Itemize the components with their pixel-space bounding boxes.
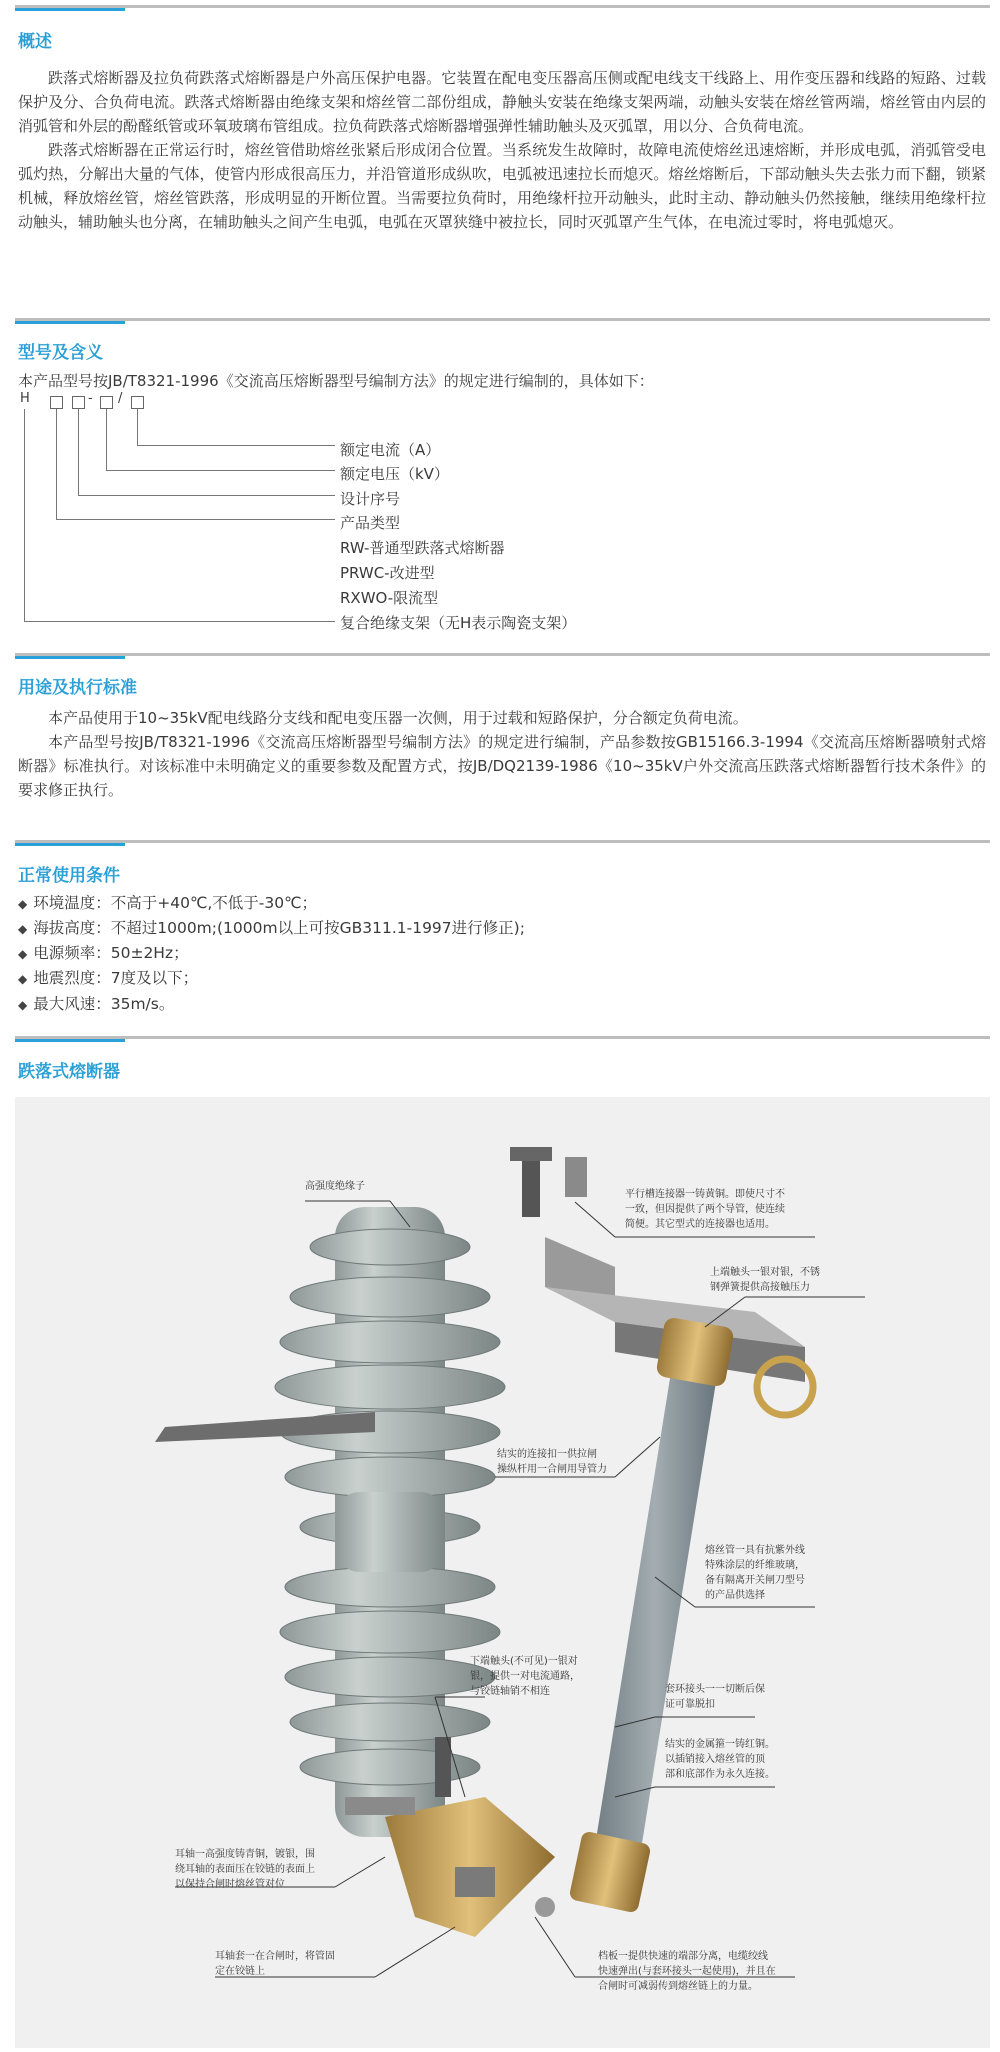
section-divider (15, 5, 990, 13)
fuse-tube (568, 1316, 813, 1913)
code-box-current (131, 396, 144, 409)
section-title-conditions: 正常使用条件 (18, 866, 120, 886)
condition-item: ◆ 最大风速：35m/s。 (18, 995, 175, 1013)
overview-paragraph-2: 跌落式熔断器在正常运行时，熔丝管借助熔丝张紧后形成闭合位置。当系统发生故障时，故障电流使熔丝迅速熔断，并形成电弧，消弧管受电弧灼热，分解出大量的气体，使管内形成很高压力，并沿管道形成纵吹，电弧被迅速拉长而熄灭。熔丝熔断后，下部动触头失去张力而下翻，锁紧机械，释放熔丝管，熔丝管跌落，形成明显的开断位置。当需要拉负荷时，用绝缘杆拉开动触头，此时主动、静动触头仍然接触，继续用绝缘杆拉动触头，辅助触头也分离，在辅助触头之间产生电弧，电弧在灭罩狭缝中被拉长，同时灭弧罩产生气体，在电流过零时，将电弧熄灭。 (18, 141, 986, 231)
annotation-cap: 套环接头一一切断后保 证可靠脱扣 (665, 1684, 765, 1710)
code-label-composite: 复合绝缘支架（无H表示陶瓷支架） (340, 614, 577, 632)
annotation-connector: 平行槽连接器一铸黄铜。即使尺寸不 一致，但因提供了两个导管，使连续 简便。其它型式的连接器也适用。 (625, 1189, 785, 1230)
usage-paragraph-2: 本产品型号按JB/T8321-1996《交流高压熔断器型号编制方法》的规定进行编制，产品参数按GB15166.3-1994《交流高压熔断器喷射式熔断器》标准执行。对该标准中未明确定义的重要参数及配置方式，按JB/DQ2139-1986《10~35kV户外交流高压跌落式熔断器暂行技术条件》的要求修正执行。 (18, 733, 986, 799)
condition-text: 电源频率：50±2Hz； (33, 944, 189, 962)
section-title-model: 型号及含义 (18, 343, 103, 363)
condition-text: 海拔高度：不超过1000m;(1000m以上可按GB311.1-1997进行修正); (33, 919, 525, 937)
condition-text: 地震烈度：7度及以下； (33, 969, 199, 987)
code-label-series: 设计序号 (340, 490, 401, 508)
code-prefix: H (20, 391, 30, 406)
code-label-rw: RW-普通型跌落式熔断器 (340, 539, 505, 557)
code-box-type (50, 396, 63, 409)
annotation-tube: 熔丝管一具有抗紫外线 特殊涂层的纤维玻璃， 备有隔离开关闸刀型号 的产品供选择 (705, 1545, 805, 1601)
model-intro: 本产品型号按JB/T8321-1996《交流高压熔断器型号编制方法》的规定进行编制的，具体如下： (18, 372, 654, 390)
annotation-trunnion-sleeve: 耳轴套一在合闸时，将管固 定在铰链上 (215, 1951, 335, 1977)
annotation-trunnion: 耳轴一高强度铸青铜，镀银，围 绕耳轴的表面压在铰链的表面上 以保持合闸时熔丝管对位 (175, 1849, 315, 1890)
code-dash: - (88, 391, 93, 406)
code-label-current: 额定电流（A） (340, 441, 441, 459)
top-bolt-icon (522, 1157, 540, 1217)
code-box-series (72, 396, 85, 409)
condition-item: ◆ 海拔高度：不超过1000m;(1000m以上可按GB311.1-1997进行修正); (18, 919, 525, 937)
section-title-product: 跌落式熔断器 (18, 1062, 120, 1082)
section-divider (15, 840, 990, 848)
overview-text (18, 66, 986, 234)
annotation-upper-contact: 上端触头一银对银，不锈 钢弹簧提供高接触压力 (710, 1267, 820, 1293)
code-label-type: 产品类型 (340, 514, 401, 532)
insulator (275, 1207, 505, 1837)
code-label-voltage: 额定电压（kV） (340, 465, 449, 483)
overview-paragraph-1: 跌落式熔断器及拉负荷跌落式熔断器是户外高压保护电器。它装置在配电变压器高压侧或配电线支干线路上、用作变压器和线路的短路、过载保护及分、合负荷电流。跌落式熔断器由绝缘支架和熔丝管二部份组成，静触头安装在绝缘支架两端，动触头安装在熔丝管两端，熔丝管由内层的消弧管和外层的酚醛纸管或环氧玻璃布管组成。拉负荷跌落式熔断器增强弹性辅助触头及灭弧罩，用以分、合负荷电流。 (18, 69, 986, 135)
code-box-voltage (100, 396, 113, 409)
fuse-cutout-illustration (15, 1097, 990, 2048)
product-photo (15, 1097, 990, 2048)
usage-text (18, 706, 986, 802)
annotation-ring: 结实的连接扣一供拉闸 操纵杆用一合闸用导管力 (497, 1449, 607, 1475)
code-label-rxwo: RXWO-限流型 (340, 589, 439, 607)
upper-ferrule (655, 1316, 734, 1387)
code-slash: / (118, 391, 123, 406)
code-label-prwc: PRWC-改进型 (340, 564, 435, 582)
section-divider (15, 1036, 990, 1044)
section-title-usage: 用途及执行标准 (18, 678, 137, 698)
usage-paragraph-1: 本产品使用于10~35kV配电线路分支线和配电变压器一次侧，用于过载和短路保护，分合额定负荷电流。 (48, 709, 748, 727)
section-divider (15, 318, 990, 326)
condition-item: ◆ 电源频率：50±2Hz； (18, 944, 189, 962)
condition-item: ◆ 地震烈度：7度及以下； (18, 969, 199, 987)
condition-text: 环境温度：不高于+40℃,不低于-30℃； (33, 894, 318, 912)
lower-ferrule (568, 1830, 651, 1913)
section-title-overview: 概述 (18, 32, 52, 52)
condition-text: 最大风速：35m/s。 (33, 995, 175, 1013)
annotation-lower-contact: 下端触头(不可见)一银对 银，提供一对电流通路， 与铰链轴销不相连 (470, 1656, 580, 1697)
annotation-ejector: 档板一提供快速的端部分离，电缆绞线 快速弹出(与套环接头一起使用)，并且在 合闸时可减弱传到熔丝链上的力量。 (598, 1951, 776, 1992)
section-divider (15, 653, 990, 661)
condition-item: ◆ 环境温度：不高于+40℃,不低于-30℃； (18, 894, 318, 912)
annotation-ferrule: 结实的金属箍一铸红铜。 以插销接入熔丝管的顶 部和底部作为永久连接。 (665, 1739, 775, 1780)
annotation-insulator: 高强度绝缘子 (305, 1181, 365, 1192)
